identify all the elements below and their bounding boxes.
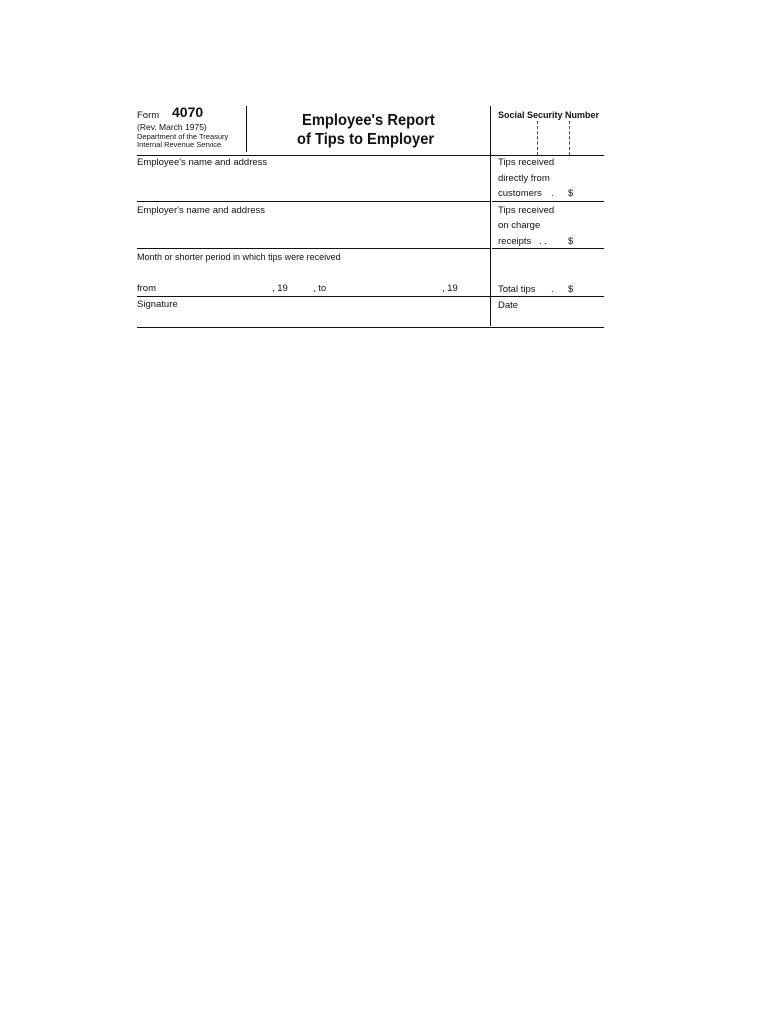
form-revision: (Rev. March 1975) xyxy=(137,122,207,132)
rule-direct-tips-bottom xyxy=(492,201,604,202)
period-label: Month or shorter period in which tips were received xyxy=(137,252,341,262)
direct-tips-label-2: directly from xyxy=(498,173,550,184)
total-tips-leader: . xyxy=(551,284,554,295)
form-title-line-2: of Tips to Employer xyxy=(297,131,435,148)
service-name: Internal Revenue Service xyxy=(137,140,222,149)
charge-tips-label-2: on charge xyxy=(498,220,541,231)
ssn-separator-2 xyxy=(569,121,570,155)
total-tips-label: Total tips xyxy=(498,284,536,295)
charge-tips-leader: . . xyxy=(539,236,547,247)
employer-name-label: Employer's name and address xyxy=(137,205,266,216)
form-label: Form xyxy=(137,110,160,121)
rule-header-bottom xyxy=(137,155,604,156)
direct-tips-label-3: customers xyxy=(498,188,542,199)
column-divider xyxy=(490,106,491,326)
ssn-label: Social Security Number xyxy=(498,110,600,120)
from-year-prefix: , 19 xyxy=(272,283,288,294)
date-label: Date xyxy=(498,300,519,311)
department-name: Department of the Treasury xyxy=(137,132,229,141)
rule-period-bottom xyxy=(137,296,604,297)
from-label: from xyxy=(137,283,156,294)
charge-tips-label-3: receipts xyxy=(498,236,532,247)
rule-employee-bottom xyxy=(137,201,490,202)
to-year-prefix: , 19 xyxy=(442,283,458,294)
rule-charge-tips-bottom xyxy=(492,248,604,249)
rule-employer-bottom xyxy=(137,248,490,249)
to-label: , to xyxy=(313,283,327,294)
direct-tips-leader: . xyxy=(551,188,554,199)
header-divider xyxy=(246,106,247,152)
form-title-line-1: Employee's Report xyxy=(302,112,435,129)
ssn-separator-1 xyxy=(537,121,538,155)
direct-tips-label-1: Tips received xyxy=(498,157,555,168)
signature-label: Signature xyxy=(137,299,178,310)
charge-tips-currency: $ xyxy=(568,236,574,247)
charge-tips-label-1: Tips received xyxy=(498,205,555,216)
employee-name-label: Employee's name and address xyxy=(137,157,268,168)
rule-form-bottom xyxy=(137,327,604,328)
form-number: 4070 xyxy=(172,104,204,120)
total-tips-currency: $ xyxy=(568,284,574,295)
direct-tips-currency: $ xyxy=(568,188,574,199)
